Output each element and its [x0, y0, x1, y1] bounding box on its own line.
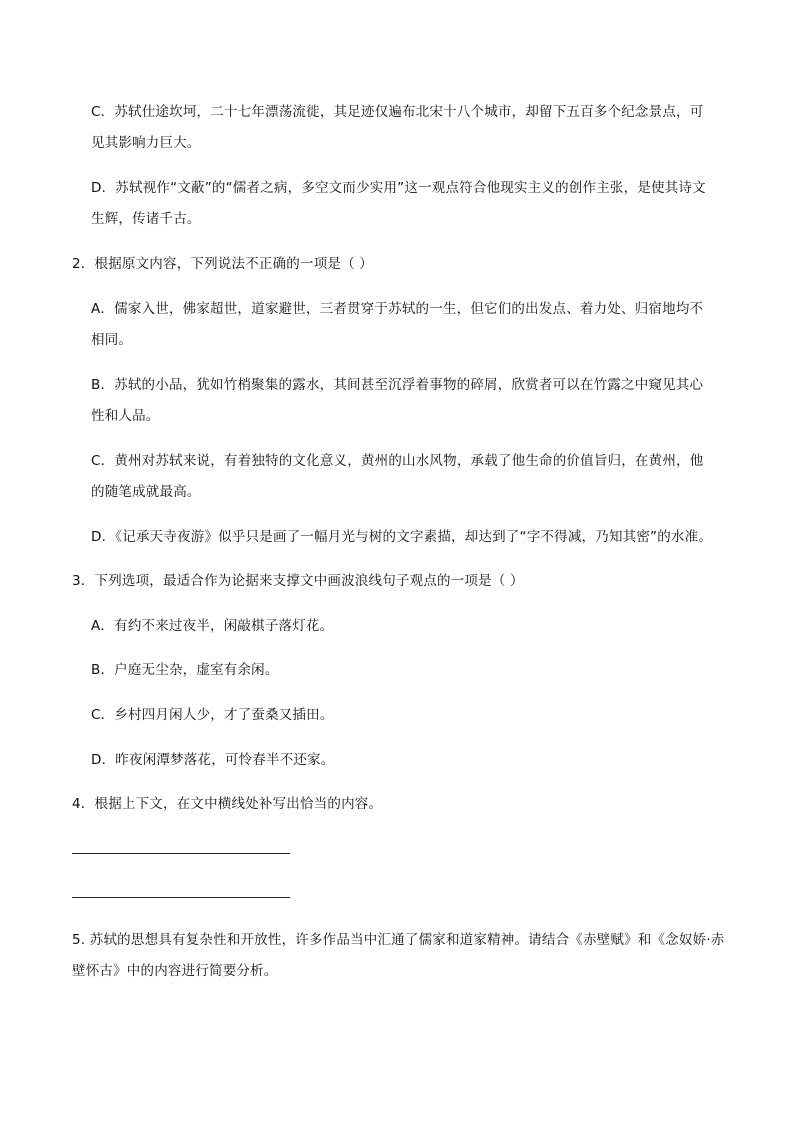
question-5-line1: 5. 苏轼的思想具有复杂性和开放性，许多作品当中汇通了儒家和道家精神。请结合《赤壁赋》和《念奴娇·赤 — [72, 932, 725, 948]
q1-option-d-line2: 生辉，传诸千古。 — [91, 211, 201, 227]
q1-option-d-line1: D．苏轼视作“文蔽”的“儒者之病，多空文而少实用”这一观点符合他现实主义的创作主张，是使其诗文 — [91, 180, 706, 196]
question-2-stem: 2．根据原文内容，下列说法不正确的一项是（ ） — [72, 256, 373, 272]
q3-option-c: C．乡村四月闲人少，才了蚕桑又插田。 — [91, 707, 334, 723]
question-5-line2: 壁怀古》中的内容进行简要分析。 — [72, 963, 278, 979]
q2-option-c-line2: 的随笔成就最高。 — [91, 484, 201, 500]
q2-option-b-line2: 性和人品。 — [91, 408, 160, 424]
q3-option-b: B．户庭无尘杂，虚室有余闲。 — [91, 662, 279, 678]
q2-option-c-line1: C．黄州对苏轼来说，有着独特的文化意义，黄州的山水风物，承载了他生命的价值旨归，在黄州，他 — [91, 453, 704, 469]
q2-option-a-line1: A．儒家入世，佛家超世，道家避世，三者贯穿于苏轼的一生，但它们的出发点、着力处、归宿地均不 — [91, 301, 704, 317]
q2-option-a-line2: 相同。 — [91, 332, 133, 348]
q1-option-c-line2: 见其影响力巨大。 — [91, 135, 201, 151]
q2-option-d: D．《记承天寺夜游》似乎只是画了一幅月光与树的文字素描，却达到了“字不得减，乃知其密”的水准。 — [91, 529, 713, 545]
q1-option-c-line1: C．苏轼仕途坎坷，二十七年漂荡流徙，其足迹仅遍布北宋十八个城市，却留下五百多个纪念景点，可 — [91, 104, 704, 120]
q3-option-a: A．有约不来过夜半，闲敲棋子落灯花。 — [91, 618, 334, 634]
answer-blank-line-2[interactable] — [72, 897, 290, 898]
question-3-stem: 3．下列选项，最适合作为论据来支撑文中画波浪线句子观点的一项是（ ） — [72, 573, 524, 589]
answer-blank-line-1[interactable] — [72, 853, 290, 854]
q3-option-d: D．昨夜闲潭梦落花，可怜春半不还家。 — [91, 752, 335, 768]
q2-option-b-line1: B．苏轼的小品，犹如竹梢聚集的露水，其间甚至沉浮着事物的碎屑，欣赏者可以在竹露之中窥见其心 — [91, 377, 704, 393]
question-4-stem: 4．根据上下文，在文中横线处补写出恰当的内容。 — [72, 796, 383, 812]
